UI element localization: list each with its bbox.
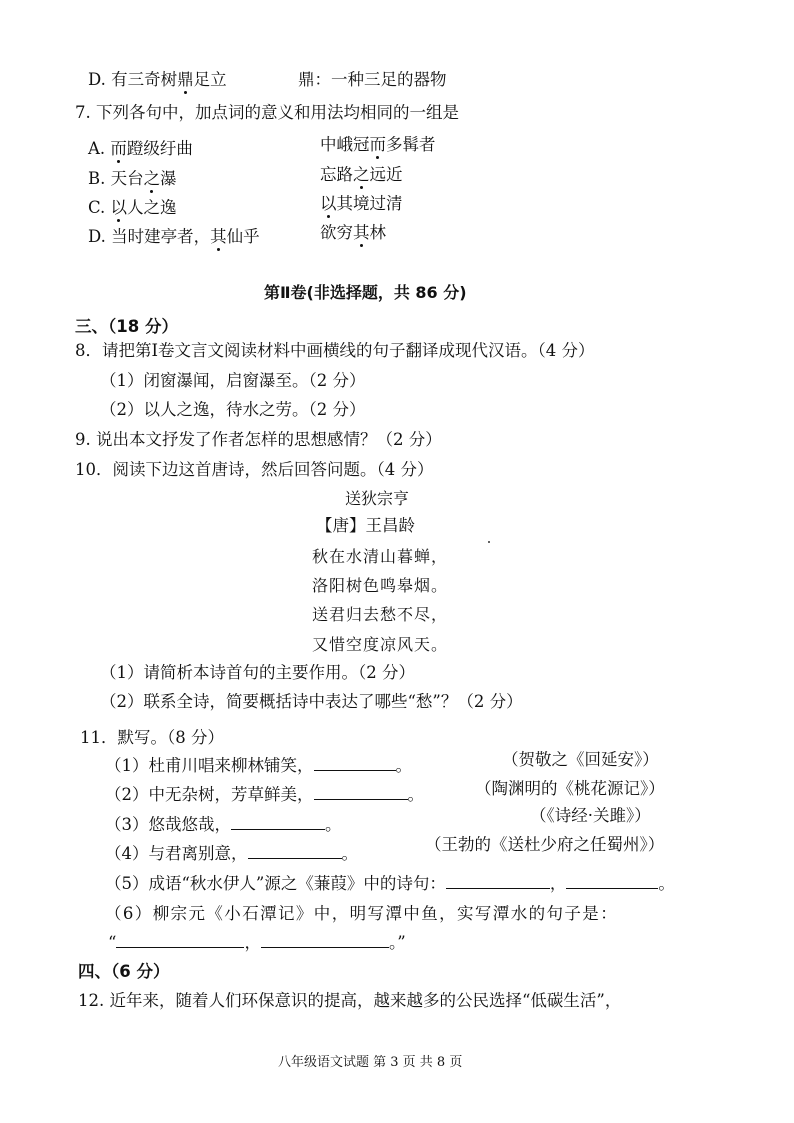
part-4-heading: 四、（6 分） bbox=[78, 962, 170, 981]
q11-item-6-open-quote: “ bbox=[108, 933, 117, 952]
q7-b-right-dotted-word: 之 bbox=[353, 165, 370, 184]
q11-item-5-blank-1[interactable] bbox=[446, 874, 550, 889]
q11-item-1 bbox=[105, 755, 412, 777]
q7-c-right-text: 其境过清 bbox=[336, 194, 403, 213]
q7-option-d-left bbox=[88, 226, 260, 248]
q11-item-5-period: 。 bbox=[658, 874, 675, 893]
q11-item-6-answer-line bbox=[108, 932, 406, 954]
q6-d-text: D. 有三奇树 bbox=[88, 70, 178, 89]
q11-item-6-comma: ， bbox=[244, 933, 261, 952]
q11-item-1-source: （贺敬之《回延安》） bbox=[502, 750, 659, 769]
q11-item-3 bbox=[105, 814, 342, 836]
q11-item-2-text: （2）中无杂树，芳草鲜美， bbox=[105, 785, 314, 804]
q11-item-4-period: 。 bbox=[341, 844, 358, 863]
q7-option-b-left bbox=[88, 168, 177, 190]
poem-title: 送狄宗亨 bbox=[345, 489, 410, 508]
q11-item-3-blank[interactable] bbox=[231, 815, 325, 830]
q7-d-text-end: 仙乎 bbox=[226, 227, 260, 246]
q7-c-label: C. bbox=[88, 198, 111, 217]
q7-b-right-text: 忘路 bbox=[320, 165, 353, 184]
q10-question-2: （2）联系全诗，简要概括诗中表达了哪些“愁”？（2 分） bbox=[100, 692, 523, 711]
q11-item-2-source: （陶渊明的《桃花源记》） bbox=[475, 779, 665, 798]
q11-item-4-blank[interactable] bbox=[248, 844, 342, 859]
q8-stem: 8．请把第Ⅰ卷文言文阅读材料中画横线的句子翻译成现代汉语。（4 分） bbox=[75, 341, 595, 360]
q9-stem: 9. 说出本文抒发了作者怎样的思想感情？（2 分） bbox=[75, 430, 442, 449]
q11-item-3-text: （3）悠哉悠哉， bbox=[105, 815, 231, 834]
q11-item-4-source: （王勃的《送杜少府之任蜀州》） bbox=[425, 835, 665, 854]
q11-item-5-comma: ， bbox=[549, 874, 567, 893]
q11-item-6: （6）柳宗元《小石潭记》中，明写潭中鱼，实写潭水的句子是： bbox=[105, 904, 619, 923]
q7-d-text: D. 当时建亭者， bbox=[88, 227, 211, 246]
q6-option-d bbox=[88, 69, 227, 91]
q7-c-right-dotted-word: 以 bbox=[320, 194, 337, 213]
q11-item-1-text: （1）杜甫川唱来柳林铺笑， bbox=[105, 756, 314, 775]
poem-line-1: 秋在水清山暮蝉， bbox=[312, 547, 449, 566]
q6-d-dotted-word: 鼎 bbox=[177, 70, 194, 89]
q11-item-3-source: （《诗经·关雎》） bbox=[530, 806, 651, 825]
poem-line-2: 洛阳树色鸣皋烟。 bbox=[312, 576, 449, 595]
q11-item-5-text: （5）成语“秋水伊人”源之《蒹葭》中的诗句： bbox=[105, 874, 446, 893]
q7-b-text-end: 瀑 bbox=[160, 169, 177, 188]
q10-stem: 10．阅读下边这首唐诗，然后回答问题。（4 分） bbox=[75, 460, 434, 479]
q11-item-2 bbox=[105, 784, 424, 806]
q11-item-1-blank[interactable] bbox=[314, 756, 396, 771]
q11-item-4-text: （4）与君离别意， bbox=[105, 844, 248, 863]
q6-d-text-end: 足立 bbox=[193, 70, 227, 89]
poem-line-4: 又惜空度凉风天。 bbox=[312, 635, 449, 654]
q7-d-dotted-word: 其 bbox=[210, 227, 227, 246]
q7-a-dotted-word: 而 bbox=[110, 139, 127, 158]
q12-stem: 12. 近年来，随着人们环保意识的提高，越来越多的公民选择“低碳生活”， bbox=[78, 991, 622, 1010]
q7-option-c-right bbox=[320, 193, 403, 215]
q11-item-3-period: 。 bbox=[325, 815, 342, 834]
q7-c-text: 人之逸 bbox=[127, 198, 177, 217]
q11-item-6-close-quote: 。” bbox=[388, 933, 406, 952]
q7-option-d-right bbox=[320, 222, 386, 244]
q11-item-6-blank-2[interactable] bbox=[261, 933, 389, 948]
q7-a-label: A. bbox=[88, 139, 111, 158]
q8-sentence-1: （1）闭窗瀑闻，启窗瀑至。（2 分） bbox=[100, 371, 366, 390]
part-3-heading: 三、（18 分） bbox=[75, 317, 178, 336]
q7-a-right-dotted-word: 而 bbox=[369, 135, 386, 154]
q10-question-1: （1）请简析本诗首句的主要作用。（2 分） bbox=[100, 663, 415, 682]
q7-b-dotted-word: 之 bbox=[143, 169, 161, 188]
q11-item-2-blank[interactable] bbox=[314, 785, 408, 800]
q7-option-a-left bbox=[88, 138, 193, 160]
q7-d-right-text-end: 林 bbox=[369, 223, 386, 242]
q11-item-4 bbox=[105, 843, 358, 865]
q11-item-5-blank-2[interactable] bbox=[566, 874, 658, 889]
q7-option-b-right bbox=[320, 164, 403, 186]
q7-a-text: 蹬级纡曲 bbox=[126, 139, 193, 158]
q8-sentence-2: （2）以人之逸，待水之劳。（2 分） bbox=[100, 400, 366, 419]
q11-item-6-blank-1[interactable] bbox=[116, 933, 244, 948]
q6-d-explanation: 鼎：一种三足的器物 bbox=[298, 70, 447, 89]
page-footer: 八年级语文试题 第 3 页 共 8 页 bbox=[278, 1055, 463, 1070]
q7-stem: 7. 下列各句中，加点词的意义和用法均相同的一组是 bbox=[75, 103, 459, 122]
poem-author: 【唐】王昌龄 bbox=[316, 516, 415, 535]
scan-speck bbox=[488, 541, 490, 543]
section-2-title: 第Ⅱ卷(非选择题，共 86 分) bbox=[264, 283, 467, 302]
q11-stem: 11．默写。（8 分） bbox=[80, 728, 224, 747]
q7-b-right-text-end: 远近 bbox=[369, 165, 403, 184]
q7-a-right-text-end: 多髯者 bbox=[386, 135, 436, 154]
q7-b-text: B. 天台 bbox=[88, 169, 144, 188]
q7-option-c-left bbox=[88, 197, 177, 219]
q11-item-1-period: 。 bbox=[395, 756, 412, 775]
q7-d-right-dotted-word: 其 bbox=[353, 223, 370, 242]
q7-option-a-right bbox=[320, 134, 436, 156]
q11-item-2-period: 。 bbox=[407, 785, 424, 804]
q11-item-5 bbox=[105, 873, 675, 895]
q7-d-right-text: 欲穷 bbox=[320, 223, 353, 242]
poem-line-3: 送君归去愁不尽， bbox=[312, 605, 449, 624]
q7-c-dotted-word: 以 bbox=[110, 198, 128, 217]
q7-a-right-text: 中峨冠 bbox=[320, 135, 370, 154]
